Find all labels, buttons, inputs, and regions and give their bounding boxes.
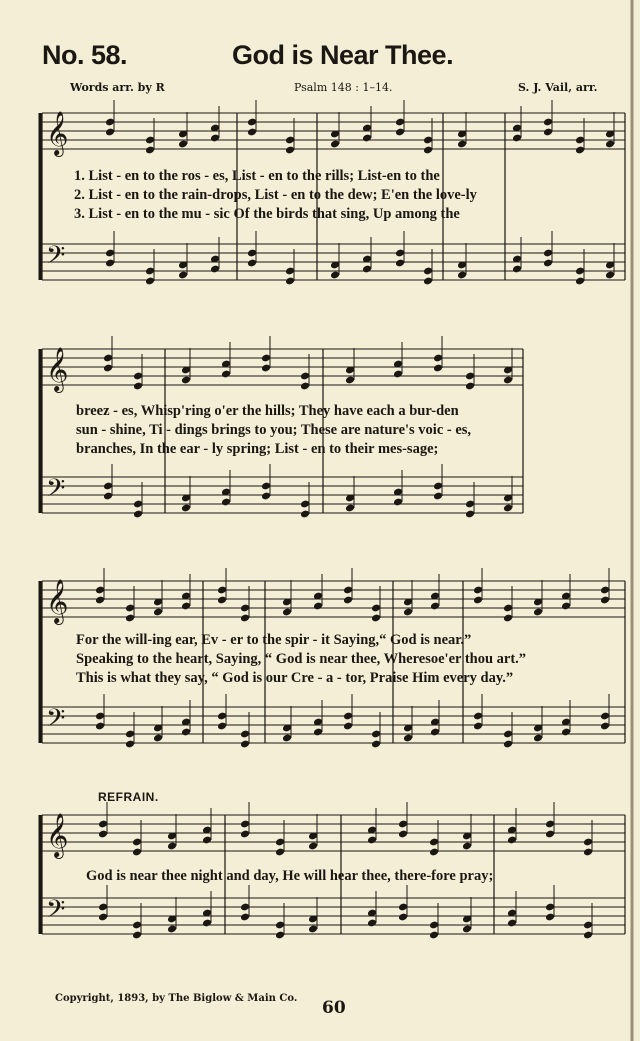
lyric-line-s3-v1: For the will-ing ear, Ev - er to the spir - it Saying,“ God is near.” [76,632,472,648]
treble-clef-2: 𝄞 [46,347,69,391]
lyric-line-s2-v2: sun - shine, Ti - dings brings to you; These are nature's voic - es, [76,422,472,438]
bass-clef-4: 𝄢 [46,895,66,930]
bass-clef-3: 𝄢 [46,704,66,739]
lyric-line-s1-v3: 3. List - en to the mu - sic Of the birds that sing, Up among the [74,206,460,222]
words-credit: Words arr. by R [70,81,165,94]
refrain-label: REFRAIN. [98,790,159,804]
lyric-line-s2-v1: breez - es, Whisp'ring o'er the hills; They have each a bur-den [76,403,459,419]
music-credit: S. J. Vail, arr. [518,81,598,94]
treble-clef-4: 𝄞 [46,813,69,857]
treble-clef-3: 𝄞 [46,579,69,623]
hymn-number: No. 58. [42,40,128,70]
lyric-line-s2-v3: branches, In the ear - ly spring; List - en to their mes-sage; [76,441,439,457]
page-number: 60 [322,998,346,1018]
hymn-title: God is Near Thee. [232,40,454,70]
treble-clef-1: 𝄞 [46,111,69,155]
copyright-notice: Copyright, 1893, by The Biglow & Main Co. [55,993,298,1004]
scripture-reference: Psalm 148 : 1–14. [294,81,393,94]
bass-clef-1: 𝄢 [46,241,66,276]
lyric-line-s1-v1: 1. List - en to the ros - es, List - en to the rills; List-en to the [74,168,440,184]
lyric-line-s3-v3: This is what they say, “ God is our Cre - a - tor, Praise Him every day.” [76,670,514,686]
lyric-line-refrain: God is near thee night and day, He will hear thee, there-fore pray; [86,868,494,884]
bass-clef-2: 𝄢 [46,474,66,509]
lyric-line-s1-v2: 2. List - en to the rain-drops, List - en to the dew; E'en the love-ly [74,187,477,203]
lyric-line-s3-v2: Speaking to the heart, Saying, “ God is near thee, Wheresoe'er thou art.” [76,651,527,667]
